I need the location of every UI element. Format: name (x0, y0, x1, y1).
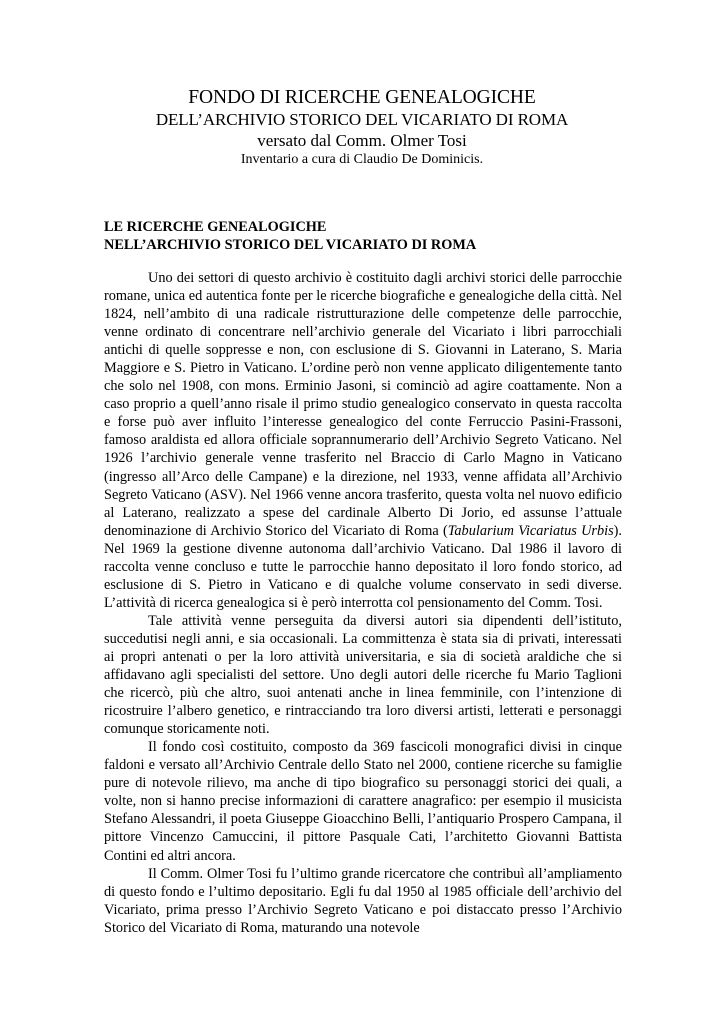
paragraph-1-text-a: Uno dei settori di questo archivio è costituito dagli archivi storici delle parrocchie romane, unica ed autentica fonte per le ricerche biografiche e genealogiche della città. Nel 1824, nell’ambito di una radicale ristrutturazione delle competenze delle parrocchie, venne ordinato di concentrare nell’archivio generale del Vicariato i libri parrocchiali antichi di quelle soppresse e non, con esclusione di S. Giovanni in Laterano, S. Maria Maggiore e S. Pietro in Vaticano. L’ordine però non venne applicato diligentemente tanto che solo nel 1908, con mons. Erminio Jasoni, si cominciò ad agire coattamente. Non a caso proprio a quell’anno risale il primo studio genealogico conservato in questa raccolta e forse può aver influito l’interesse genealogico del conte Ferruccio Pasini-Frassoni, famoso araldista ed allora officiale soprannumerario dell’Archivio Segreto Vaticano. Nel 1926 l’archivio generale venne trasferito nel Braccio di Carlo Magno in Vaticano (ingresso all’Arco delle Campane) e la direzione, nel 1933, venne affidata all’Archivio Segreto Vaticano (ASV). Nel 1966 venne ancora trasferito, questa volta nel nuovo edificio al Laterano, realizzato a spese del cardinale Alberto Di Jorio, ed assunse l’attuale denominazione di Archivio Storico del Vicariato di Roma ( (104, 270, 622, 539)
document-header (0, 86, 724, 169)
paragraph-1-italic: Tabularium Vicariatus Urbis (447, 522, 614, 539)
paragraph-4: Il Comm. Olmer Tosi fu l’ultimo grande ricercatore che contribuì all’ampliamento di questo fondo e l’ultimo depositario. Egli fu dal 1950 al 1985 officiale dell’archivio del Vicariato, prima presso l’Archivio Segreto Vaticano e poi distaccato presso l’Archivio Storico del Vicariato di Roma, maturando una notevole (104, 865, 622, 936)
section-heading (104, 218, 624, 254)
document-title: FONDO DI RICERCHE GENEALOGICHE (188, 87, 536, 108)
section-heading-line-2: NELL’ARCHIVIO STORICO DEL VICARIATO DI ROMA (104, 237, 477, 253)
paragraph-1-text-b: ). Nel 1969 la gestione divenne autonoma dall’archivio Vaticano. Dal 1986 il lavoro di raccolta venne concluso e tutte le parrocchie hanno depositato il loro fondo storico, ad esclusione di S. Pietro in Vaticano e di qualche volume conservato in sedi diverse. L’attività di ricerca genealogica si è però interrotta col pensionamento del Comm. Tosi. (104, 522, 623, 611)
document-subtitle: DELL’ARCHIVIO STORICO DEL VICARIATO DI ROMA (155, 110, 569, 129)
body-text (104, 269, 622, 937)
editor-line: Inventario a cura di Claudio De Dominicis. (240, 152, 484, 167)
deposit-line: versato dal Comm. Olmer Tosi (257, 131, 467, 150)
paragraph-2: Tale attività venne perseguita da diversi autori sia dipendenti dell’istituto, succedutisi negli anni, e sia occasionali. La committenza è stata sia di privati, interessati ai propri antenati o per la loro attività universitaria, e sia di società araldiche che si affidavano agli specialisti del settore. Uno degli autori delle ricerche fu Mario Taglioni che ricercò, più che altro, suoi antenati anche in linea femminile, con l’intenzione di ricostruire l’albero genetico, e rintracciando tra loro diversi artisti, letterati e personaggi comunque storicamente noti. (104, 612, 622, 738)
paragraph-3: Il fondo così costituito, composto da 369 fascicoli monografici divisi in cinque faldoni e versato all’Archivio Centrale dello Stato nel 2000, contiene ricerche su famiglie pure di notevole rilievo, ma anche di tipo biografico su personaggi storici dei quali, a volte, non si hanno precise informazioni di carattere anagrafico: per esempio il musicista Stefano Alessandri, il poeta Giuseppe Gioacchino Belli, l’antiquario Prospero Campana, il pittore Vincenzo Camuccini, il pittore Pasquale Cati, l’architetto Giovanni Battista Contini ed altri ancora. (104, 739, 622, 864)
section-heading-line-1: LE RICERCHE GENEALOGICHE (104, 219, 327, 235)
paragraph-1 (104, 269, 622, 612)
